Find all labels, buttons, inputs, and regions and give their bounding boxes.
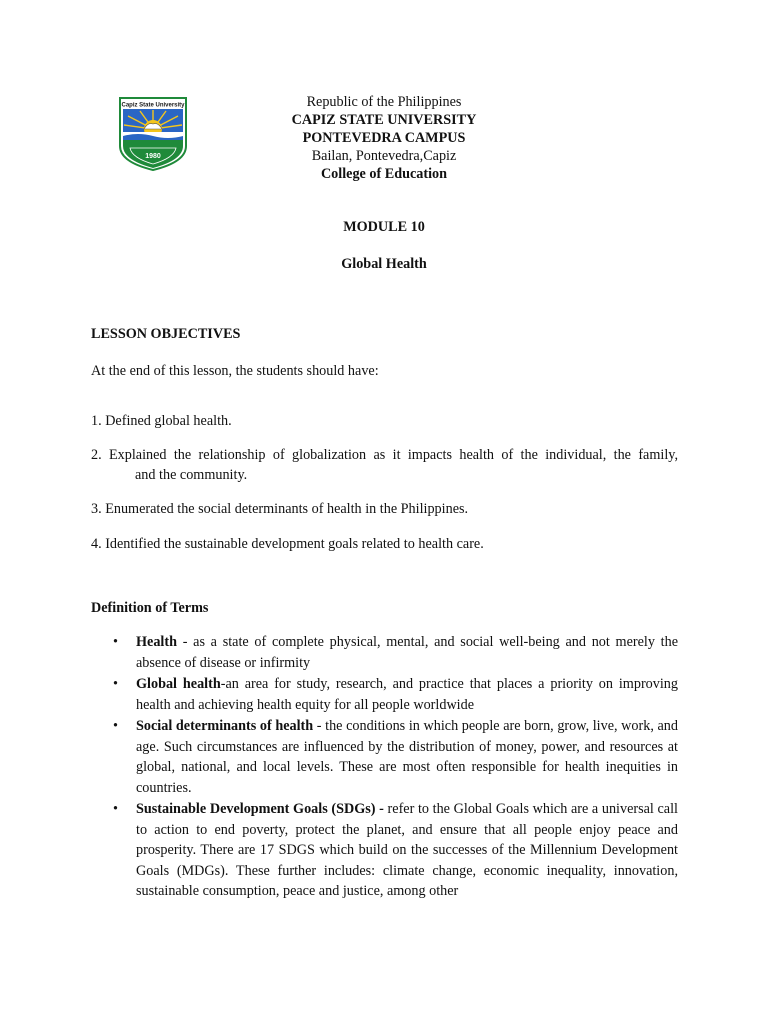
objectives-heading: LESSON OBJECTIVES bbox=[91, 326, 241, 342]
list-item bbox=[91, 799, 678, 902]
term-label: Health bbox=[136, 634, 177, 650]
definitions-list bbox=[91, 632, 678, 903]
term-definition: - the conditions in which people are born, grow, live, work, and age. Such circumstances are influenced by the distribution of money, power, and resources at global, national, and local levels. These are most often responsible for health inequities in countries. bbox=[136, 718, 678, 796]
logo-year: 1980 bbox=[145, 153, 161, 160]
term-label: Global health bbox=[136, 676, 221, 692]
module-number: MODULE 10 bbox=[343, 219, 425, 235]
objective-4: 4. Identified the sustainable development goals related to health care. bbox=[91, 536, 484, 552]
bullet-icon: • bbox=[113, 801, 118, 817]
term-definition: refer to the Global Goals which are a universal call to action to end poverty, protect the planet, and ensure that all people enjoy peace and prosperity. There are 17 SDGS which build on the successes of the Millennium Development Goals (MDGs). These further includes: climate change, economic inequality, innovation, sustainable consumption, peace and justice, among other bbox=[136, 801, 678, 899]
objective-2-continuation: and the community. bbox=[135, 467, 248, 483]
header-republic: Republic of the Philippines bbox=[306, 94, 462, 110]
objective-2: 2. Explained the relationship of globalization as it impacts health of the individual, the family, bbox=[91, 447, 678, 463]
bullet-icon: • bbox=[113, 634, 118, 650]
header-university: CAPIZ STATE UNIVERSITY bbox=[291, 112, 477, 128]
objective-2-continued bbox=[91, 465, 678, 485]
document-header bbox=[0, 93, 768, 183]
list-item bbox=[91, 632, 678, 673]
objective-3: 3. Enumerated the social determinants of health in the Philippines. bbox=[91, 501, 469, 517]
bullet-icon: • bbox=[113, 676, 118, 692]
header-address: Bailan, Pontevedra,Capiz bbox=[311, 148, 457, 164]
bullet-icon: • bbox=[113, 718, 118, 734]
logo-top-text: Capiz State University bbox=[121, 102, 185, 109]
definitions-heading: Definition of Terms bbox=[91, 600, 209, 616]
term-label: Sustainable Development Goals (SDGs) - bbox=[136, 801, 384, 817]
objective-1: 1. Defined global health. bbox=[91, 413, 232, 429]
term-definition: -an area for study, research, and practice that places a priority on improving health and achieving health equity for all people worldwide bbox=[136, 676, 678, 713]
term-label: Social determinants of health bbox=[136, 718, 314, 734]
header-college: College of Education bbox=[320, 166, 448, 182]
objectives-intro: At the end of this lesson, the students should have: bbox=[91, 363, 379, 379]
header-campus: PONTEVEDRA CAMPUS bbox=[302, 130, 466, 146]
module-title: Global Health bbox=[341, 256, 427, 272]
list-item bbox=[91, 674, 678, 715]
term-definition: - as a state of complete physical, mental, and social well-being and not merely the absence of disease or infirmity bbox=[136, 634, 678, 671]
list-item bbox=[91, 716, 678, 798]
